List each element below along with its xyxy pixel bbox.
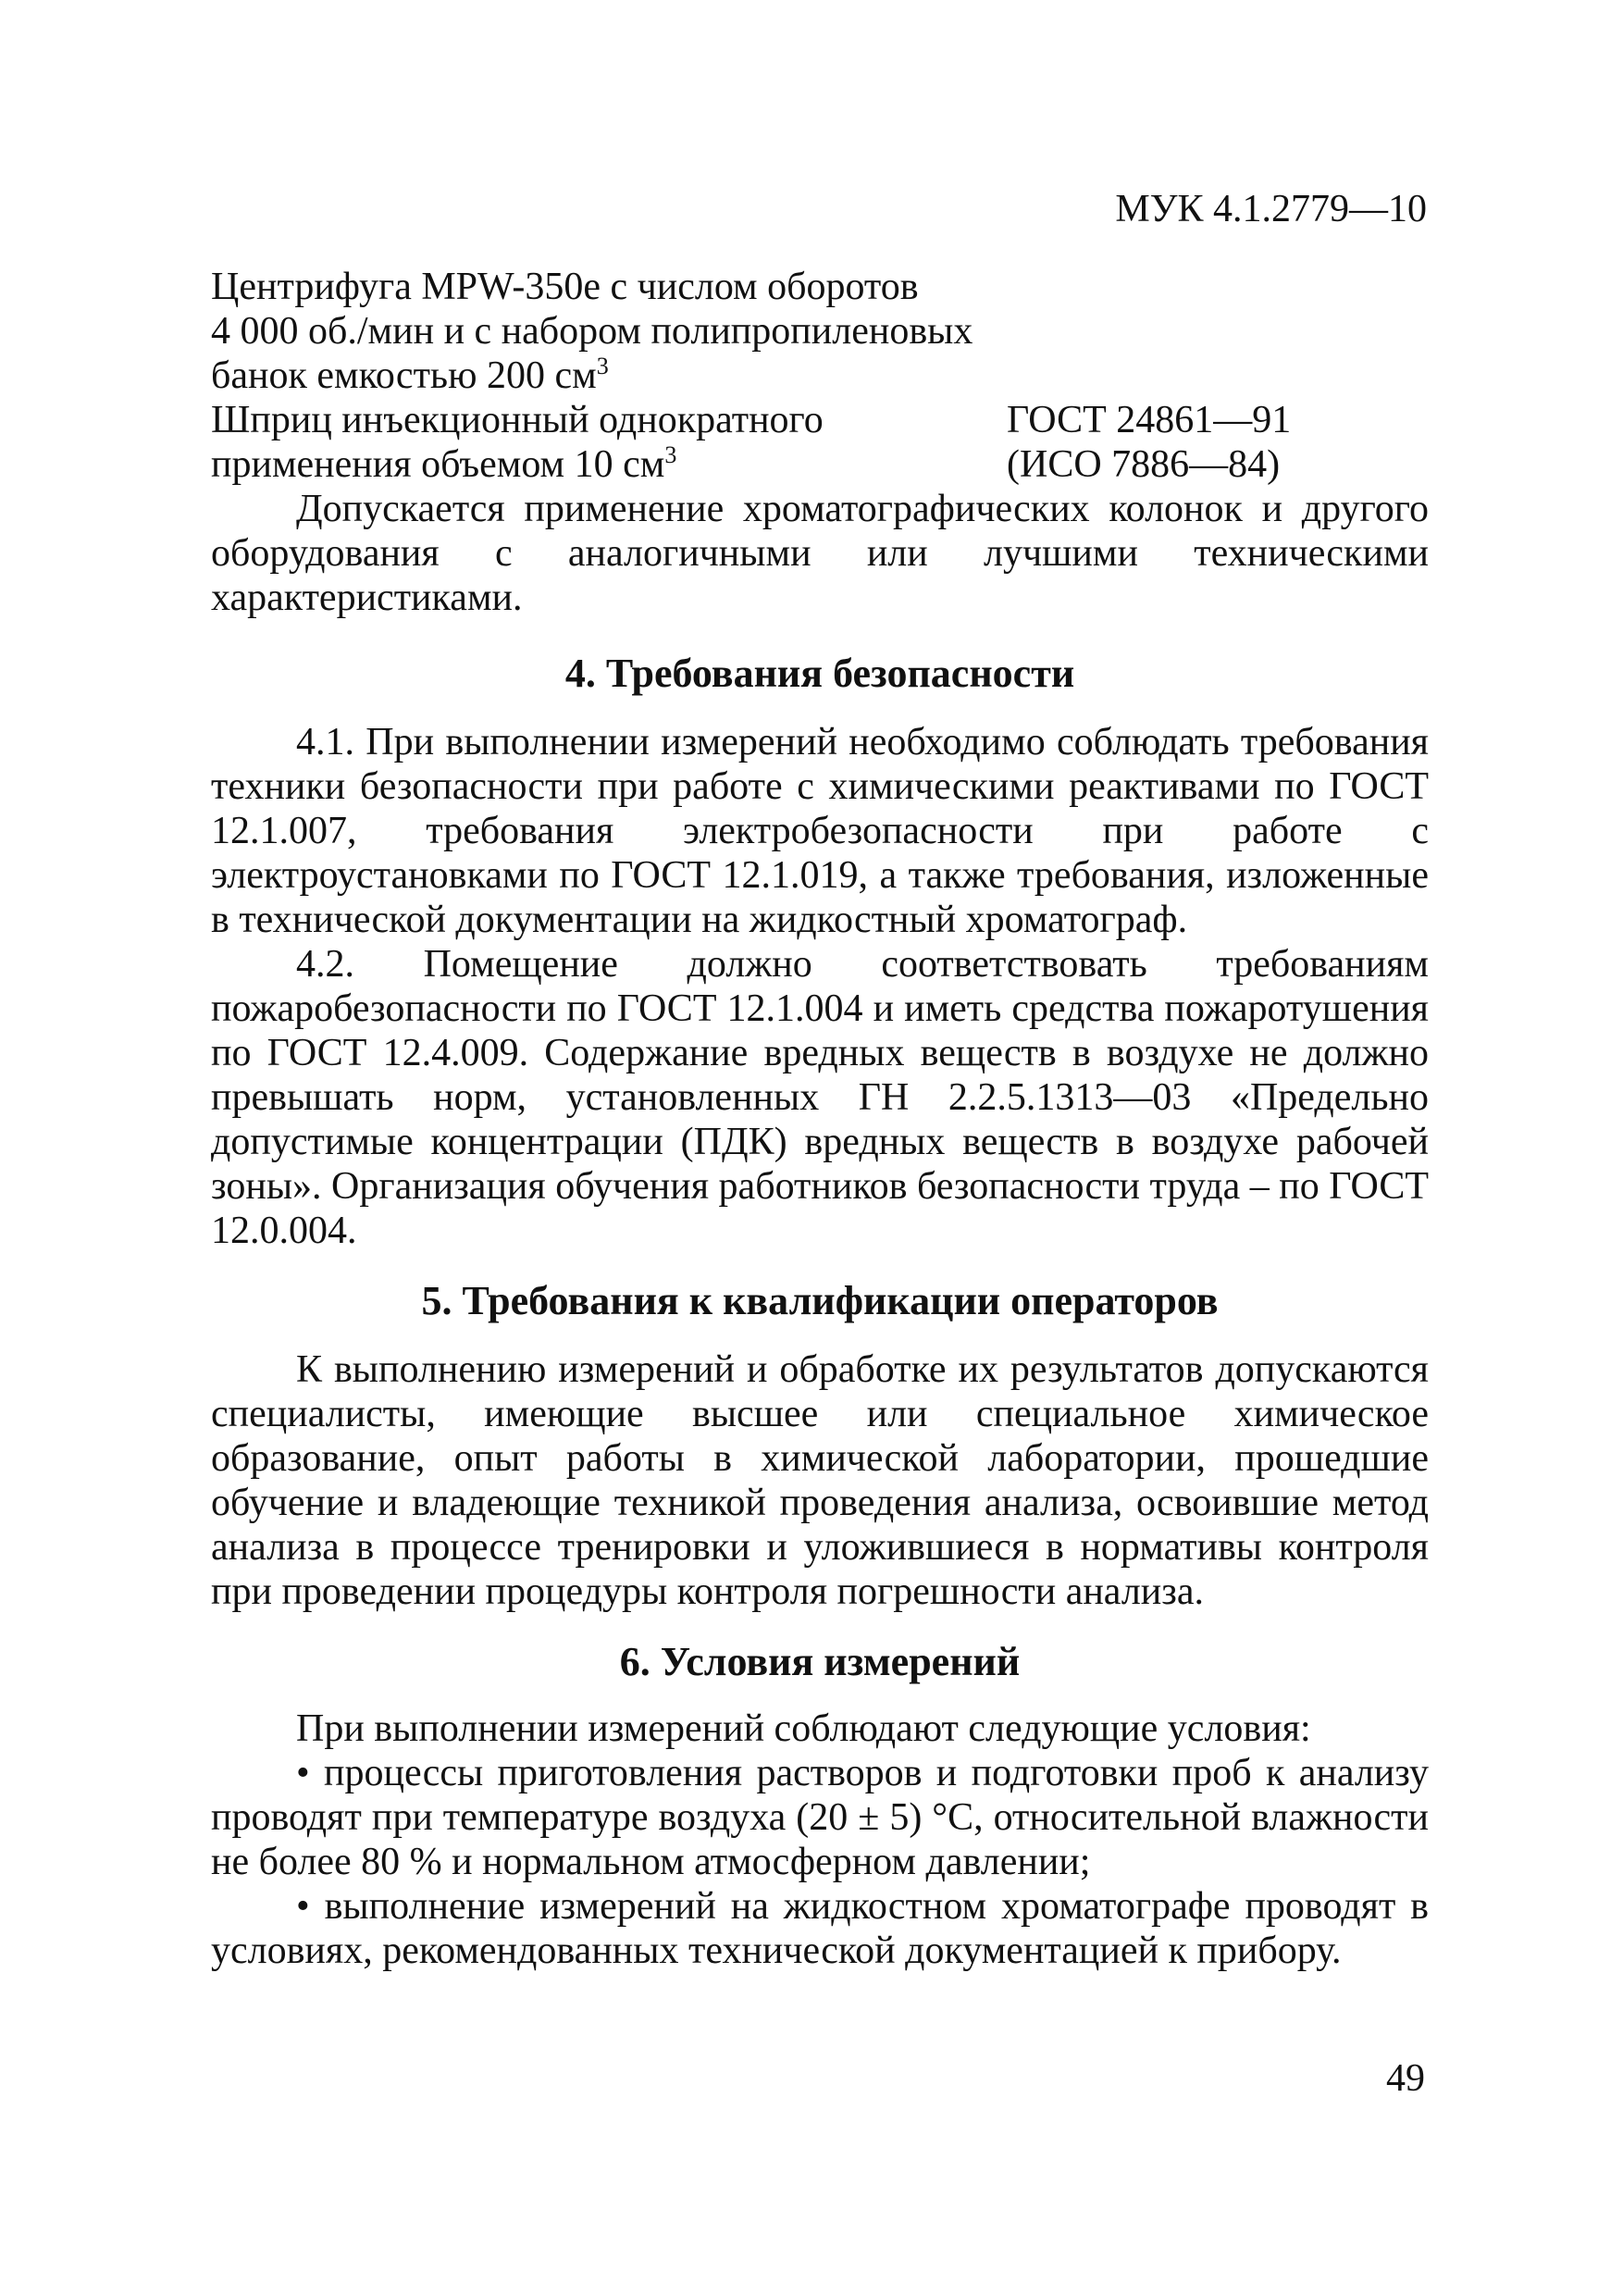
section-6-bullet-1: • процессы приготовления растворов и подготовки проб к анализу проводят при температуре воздуха (20 ± 5) °С, относительной влажности не более 80 % и нормальном атмосферном давлении; xyxy=(211,1752,1429,1883)
syringe-description xyxy=(211,398,1007,487)
unit-exponent: 3 xyxy=(596,353,609,379)
page-content xyxy=(211,265,1429,1973)
centrifuge-line-3-text: банок емкостью 200 см xyxy=(211,354,597,397)
unit-exponent: 3 xyxy=(664,441,677,468)
syringe-line-2-text: применения объемом 10 см xyxy=(211,443,665,486)
centrifuge-entry xyxy=(211,265,1429,398)
syringe-line-2 xyxy=(211,442,1007,487)
section-6-intro: При выполнении измерений соблюдают следующие условия: xyxy=(296,1707,1311,1750)
centrifuge-line-1: Центрифуга MPW-350е с числом оборотов xyxy=(211,266,919,308)
section-4-heading: 4. Требования безопасности xyxy=(564,651,1075,696)
syringe-standard-iso: (ИСО 7886—84) xyxy=(1007,443,1281,486)
syringe-standard xyxy=(1007,398,1291,487)
section-4-paragraph-1: 4.1. При выполнении измерений необходимо соблюдать требования техники безопасности при работе с химическими реактивами по ГОСТ 12.1.007, требования электробезопасности при работе с электроустановками по ГОСТ 12.1.019, а также требования, изложенные в технической документации на жидкостный хроматограф. xyxy=(211,721,1429,941)
section-5-heading: 5. Требования к квалификации операторов xyxy=(421,1278,1219,1323)
centrifuge-line-3 xyxy=(211,354,1007,398)
syringe-line-1: Шприц инъекционный однократного xyxy=(211,399,824,441)
document-code: МУК 4.1.2779—10 xyxy=(1115,188,1427,230)
centrifuge-description xyxy=(211,265,1007,398)
page-number: 49 xyxy=(1386,2057,1425,2100)
syringe-entry xyxy=(211,398,1429,487)
equipment-allowance-paragraph: Допускается применение хроматографических колонок и другого оборудования с аналогичными или лучшими техническими характеристиками. xyxy=(211,488,1429,619)
section-6-heading: 6. Условия измерений xyxy=(619,1639,1021,1684)
section-5-paragraph-1: К выполнению измерений и обработке их результатов допускаются специалисты, имеющие высшее или специальное химическое образование, опыт работы в химической лаборатории, прошедшие обучение и владеющие техникой проведения анализа, освоившие метод анализа в процессе тренировки и уложившиеся в нормативы контроля при проведении процедуры контроля погрешности анализа. xyxy=(211,1348,1429,1613)
centrifuge-line-2: 4 000 об./мин и с набором полипропиленовых xyxy=(211,310,973,353)
syringe-standard-gost: ГОСТ 24861—91 xyxy=(1007,399,1292,441)
section-6-bullet-2: • выполнение измерений на жидкостном хроматографе проводят в условиях, рекомендованных технической документацией к прибору. xyxy=(211,1885,1429,1972)
section-4-paragraph-2: 4.2. Помещение должно соответствовать требованиям пожаробезопасности по ГОСТ 12.1.004 и иметь средства пожаротушения по ГОСТ 12.4.009. Содержание вредных веществ в воздухе не должно превышать норм, установленных ГН 2.2.5.1313—03 «Предельно допустимые концентрации (ПДК) вредных веществ в воздухе рабочей зоны». Организация обучения работников безопасности труда – по ГОСТ 12.0.004. xyxy=(211,943,1429,1252)
